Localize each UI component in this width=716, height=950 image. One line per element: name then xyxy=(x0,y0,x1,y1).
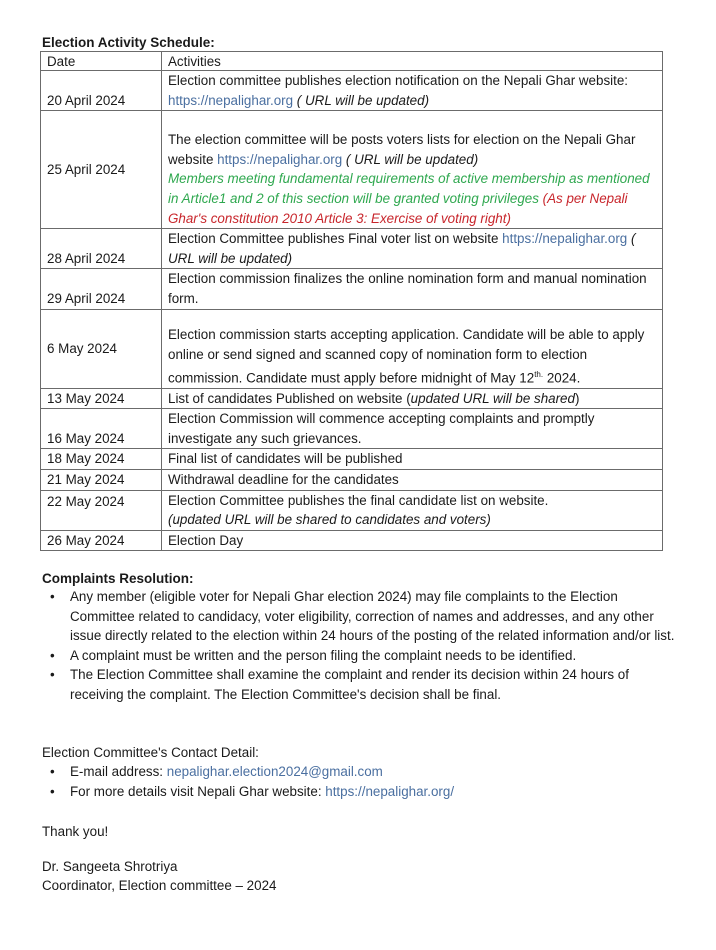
row-activity xyxy=(162,490,663,530)
activity-note: updated URL will be shared xyxy=(410,390,575,406)
table-header-row xyxy=(41,52,663,71)
website-label: For more details visit Nepali Ghar website: xyxy=(70,783,326,799)
bullet-icon: • xyxy=(50,589,55,604)
contact-heading: Election Committee's Contact Detail: xyxy=(42,745,259,760)
row-activity: Election Commission will commence accepting complaints and promptly investigate any such grievances. xyxy=(162,409,663,449)
activity-text: Election committee publishes election notification on the Nepali Ghar website: xyxy=(168,73,628,88)
bullet-icon: • xyxy=(50,667,55,683)
table-row xyxy=(41,449,663,470)
row-activity: Election commission finalizes the online nomination form and manual nomination form. xyxy=(162,269,663,309)
activity-text: Election commission starts accepting application. Candidate will be able to apply online or send signed and scanned copy of nomination form to election commission. Candidate must apply before midnight of May 12 xyxy=(168,327,645,385)
contact-list xyxy=(40,762,680,801)
activity-note: (updated URL will be shared to candidates and voters) xyxy=(168,512,491,528)
activity-text-end: ) xyxy=(574,390,580,406)
table-row xyxy=(41,490,663,530)
list-item xyxy=(40,762,680,782)
signatory-role: Coordinator, Election committee – 2024 xyxy=(42,878,277,893)
table-row xyxy=(41,530,663,551)
row-activity: Withdrawal deadline for the candidates xyxy=(162,469,663,490)
row-activity xyxy=(162,388,663,409)
bullet-icon: • xyxy=(50,764,55,779)
row-date xyxy=(41,111,162,229)
activity-note: ( URL will be updated) xyxy=(293,92,430,108)
table-row xyxy=(41,409,663,449)
email-label: E-mail address: xyxy=(70,764,167,779)
row-date: 26 May 2024 xyxy=(41,530,162,551)
activities-column-header: Activities xyxy=(162,52,663,71)
table-row xyxy=(41,469,663,490)
website-link[interactable]: https://nepalighar.org/ xyxy=(325,783,455,799)
list-item xyxy=(40,587,680,646)
bullet-icon: • xyxy=(50,783,55,799)
row-date xyxy=(41,490,162,530)
row-date: 13 May 2024 xyxy=(41,388,162,409)
closing-text: Thank you! xyxy=(42,824,109,839)
row-date: 28 April 2024 xyxy=(41,229,162,269)
row-activity xyxy=(162,229,663,269)
activity-note: ( URL will be updated) xyxy=(168,231,636,266)
table-row xyxy=(41,309,663,388)
list-item xyxy=(40,646,680,666)
eligibility-note: Members meeting fundamental requirements of active membership as mentioned in Article1 and 2 of this section will be granted voting privileges xyxy=(168,171,650,206)
signatory-name: Dr. Sangeeta Shrotriya xyxy=(42,859,178,874)
row-date-text: 22 May 2024 xyxy=(47,493,125,509)
website-link[interactable]: https://nepalighar.org xyxy=(502,231,628,247)
row-date: 21 May 2024 xyxy=(41,469,162,490)
schedule-heading: Election Activity Schedule: xyxy=(42,35,215,50)
row-date-text: 25 April 2024 xyxy=(47,161,126,177)
website-link[interactable]: https://nepalighar.org xyxy=(168,92,294,108)
table-row xyxy=(41,229,663,269)
row-date xyxy=(41,309,162,388)
list-item-text: A complaint must be written and the person filing the complaint needs to be identified. xyxy=(70,647,577,663)
table-row xyxy=(41,388,663,409)
activity-text-end: 2024. xyxy=(543,369,581,385)
row-activity xyxy=(162,309,663,388)
row-activity: Election Day xyxy=(162,530,663,551)
list-item-text: Any member (eligible voter for Nepali Ghar election 2024) may file complaints to the Election Committee related to candidacy, voter eligibility, correction of names and addresses, and any other issue directly related to the election within 24 hours of the posting of the related information and/or list. xyxy=(70,589,675,644)
row-activity xyxy=(162,71,663,111)
table-row xyxy=(41,111,663,229)
complaints-list xyxy=(40,587,680,705)
activity-text: The election committee will be posts voters lists for election on the Nepali Ghar website xyxy=(168,132,636,167)
complaints-heading: Complaints Resolution: xyxy=(42,571,194,586)
constitution-note-text: (As per Nepali Ghar's constitution 2010 Article 3: Exercise of voting right) xyxy=(168,191,628,226)
website-link[interactable]: https://nepalighar.org xyxy=(217,151,343,167)
activity-text: List of candidates Published on website ( xyxy=(168,390,411,406)
activity-text: Election Committee publishes Final voter list on website xyxy=(168,231,503,247)
activity-text: Election Committee publishes the final candidate list on website. xyxy=(168,492,549,508)
row-activity xyxy=(162,111,663,229)
list-item-text: The Election Committee shall examine the complaint and render its decision within 24 hours of receiving the complaint. The Election Committee's decision shall be final. xyxy=(70,667,629,702)
date-column-header: Date xyxy=(41,52,162,71)
table-row xyxy=(41,269,663,309)
row-date: 18 May 2024 xyxy=(41,449,162,470)
row-date: 29 April 2024 xyxy=(41,269,162,309)
activity-note: ( URL will be updated) xyxy=(342,151,479,167)
row-date: 20 April 2024 xyxy=(41,71,162,111)
row-activity: Final list of candidates will be published xyxy=(162,449,663,470)
ordinal-suffix: th. xyxy=(534,369,544,379)
row-date-text: 6 May 2024 xyxy=(47,340,117,356)
bullet-icon: • xyxy=(50,647,55,663)
schedule-table xyxy=(40,51,663,551)
email-link[interactable]: nepalighar.election2024@gmail.com xyxy=(166,764,383,779)
table-row xyxy=(41,71,663,111)
list-item xyxy=(40,782,680,802)
list-item xyxy=(40,665,680,704)
row-date: 16 May 2024 xyxy=(41,409,162,449)
